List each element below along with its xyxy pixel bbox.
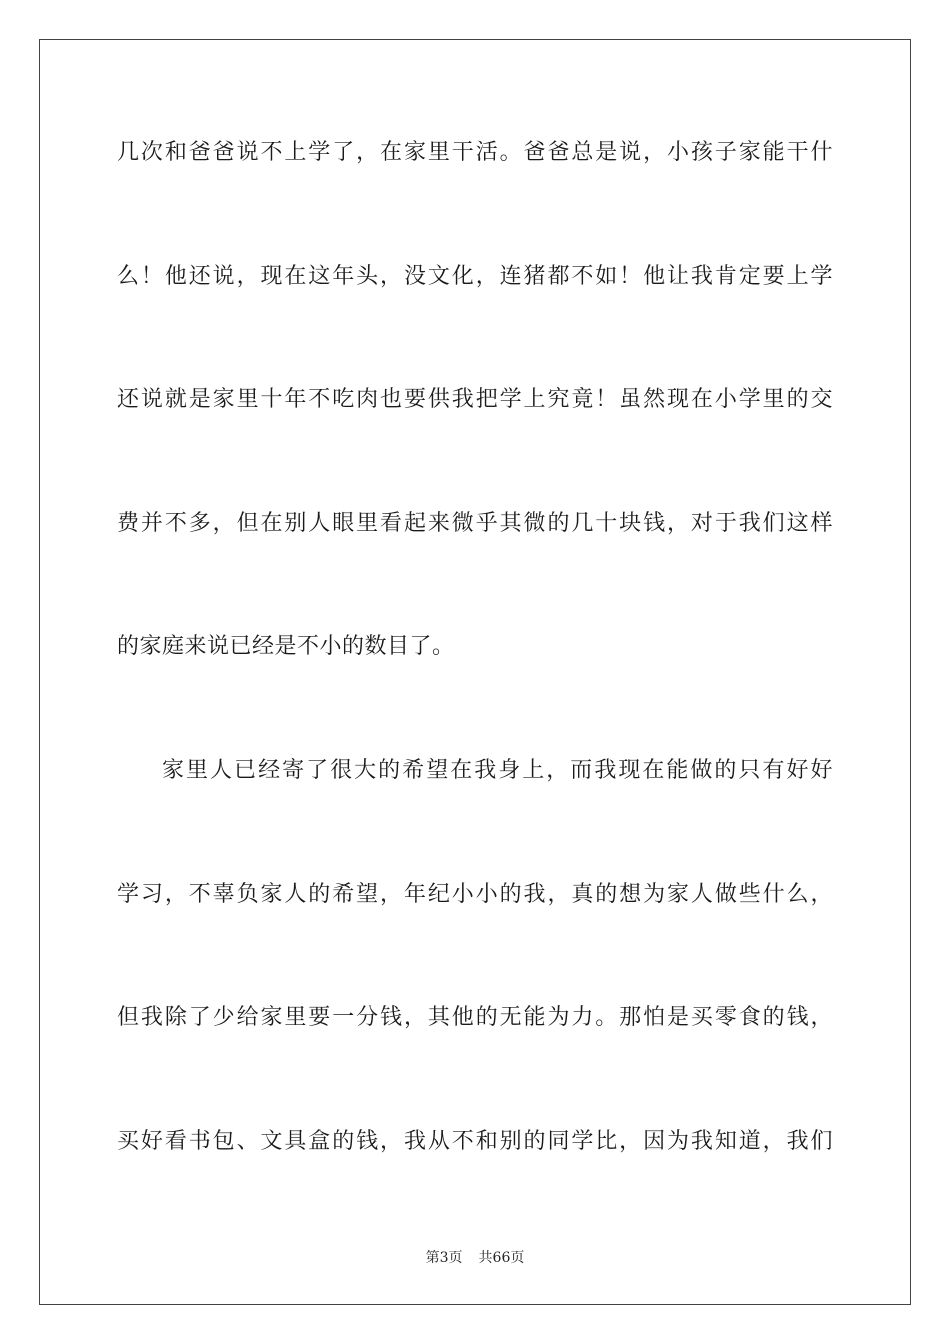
text-line: 几次和爸爸说不上学了，在家里干活。爸爸总是说，小孩子家能干什 [117,140,833,165]
text-line: 的家庭来说已经是不小的数目了。 [117,634,455,659]
current-page-label: 第3页 [425,1250,463,1266]
total-pages-label: 共66页 [478,1250,525,1266]
text-line: 还说就是家里十年不吃肉也要供我把学上究竟！虽然现在小学里的交 [117,387,833,412]
page-footer [0,1249,950,1267]
text-line: 费并不多，但在别人眼里看起来微乎其微的几十块钱，对于我们这样 [117,511,833,536]
text-line: 么！他还说，现在这年头，没文化，连猪都不如！他让我肯定要上学 [117,264,833,289]
page-border [39,39,911,1305]
text-line: 但我除了少给家里要一分钱，其他的无能为力。那怕是买零食的钱， [117,1005,833,1030]
text-line: 学习，不辜负家人的希望，年纪小小的我，真的想为家人做些什么， [117,882,833,907]
text-line: 买好看书包、文具盒的钱，我从不和别的同学比，因为我知道，我们 [117,1129,833,1154]
text-line-indented: 家里人已经寄了很大的希望在我身上，而我现在能做的只有好好 [162,758,833,783]
